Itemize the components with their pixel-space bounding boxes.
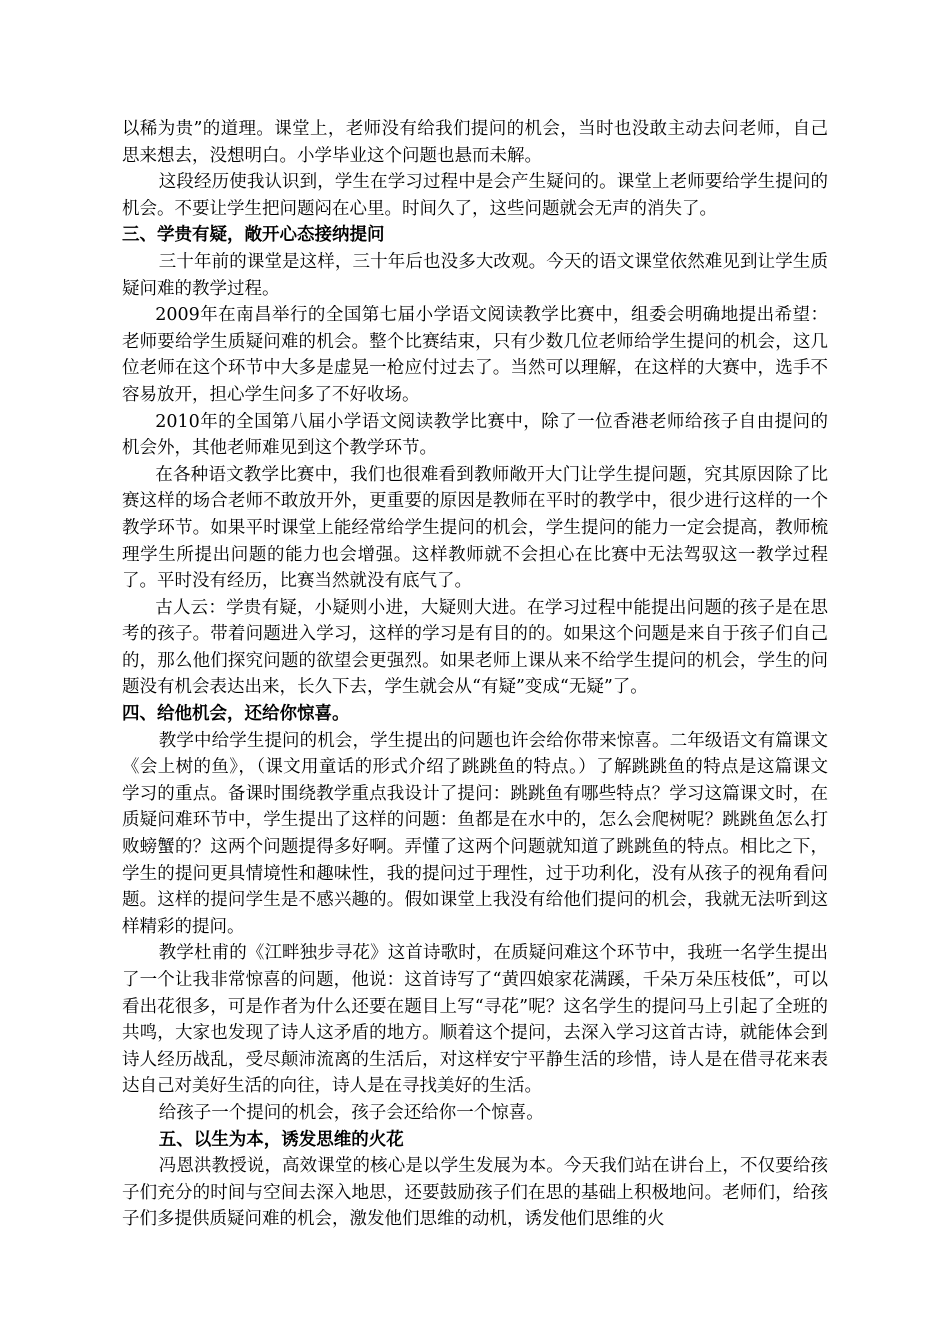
- section-heading-4: 四、给他机会，还给你惊喜。: [122, 704, 350, 725]
- section-heading-5: 五、以生为本，诱发思维的火花: [158, 1129, 404, 1150]
- paragraph: 给孩子一个提问的机会，孩子会还给你一个惊喜。: [158, 1102, 544, 1123]
- document-page: [122, 116, 828, 1233]
- paragraph: 古人云：学贵有疑，小疑则小进，大疑则大进。在学习过程中能提出问题的孩子是在思考的孩子。带着问题进入学习，这样的学习是有目的的。如果这个问题是来自于孩子们自己的，那么他们探究问题的欲望会更强烈。如果老师上课从来不给学生提问的机会，学生的问题没有机会表达出来，长久下去，学生就会从“有疑”变成“无疑”了。: [122, 597, 828, 698]
- paragraph: 2010年的全国第八届小学语文阅读教学比赛中，除了一位香港老师给孩子自由提问的机会外，其他老师难见到这个教学环节。: [122, 411, 828, 459]
- paragraph: 这段经历使我认识到，学生在学习过程中是会产生疑问的。课堂上老师要给学生提问的机会。不要让学生把问题闷在心里。时间久了，这些问题就会无声的消失了。: [122, 172, 828, 219]
- paragraph: 2009年在南昌举行的全国第七届小学语文阅读教学比赛中，组委会明确地提出希望：老师要给学生质疑问难的机会。整个比赛结束，只有少数几位老师给学生提问的机会，这几位老师在这个环节中大多是虚晃一枪应付过去了。当然可以理解，在这样的大赛中，选手不容易放开，担心学生问多了不好收场。: [122, 305, 828, 405]
- paragraph: 在各种语文教学比赛中，我们也很难看到教师敞开大门让学生提问题，究其原因除了比赛这样的场合老师不敢放开外，更重要的原因是教师在平时的教学中，很少进行这样的一个教学环节。如果平时课堂上能经常给学生提问的机会，学生提问的能力一定会提高，教师梳理学生所提出问题的能力也会增强。这样教师就不会担心在比赛中无法驾驭这一教学过程了。平时没有经历，比赛当然就没有底气了。: [122, 464, 828, 592]
- paragraph: 以稀为贵”的道理。课堂上，老师没有给我们提问的机会，当时也没敢主动去问老师，自己思来想去，没想明白。小学毕业这个问题也悬而未解。: [122, 119, 828, 166]
- section-heading-3: 三、学贵有疑，敞开心态接纳提问: [122, 225, 385, 246]
- paragraph: 教学杜甫的《江畔独步寻花》这首诗歌时，在质疑问难这个环节中，我班一名学生提出了一个让我非常惊喜的问题，他说：这首诗写了“黄四娘家花满蹊，千朵万朵压枝低”，可以看出花很多，可是作者为什么还要在题目上写“寻花”呢？这名学生的提问马上引起了全班的共鸣，大家也发现了诗人这矛盾的地方。顺着这个提问，去深入学习这首古诗，就能体会到诗人经历战乱，受尽颠沛流离的生活后，对这样安宁平静生活的珍惜，诗人是在借寻花来表达自己对美好生活的向往，诗人是在寻找美好的生活。: [122, 943, 828, 1097]
- paragraph: 冯恩洪教授说，高效课堂的核心是以学生发展为本。今天我们站在讲台上，不仅要给孩子们充分的时间与空间去深入地思，还要鼓励孩子们在思的基础上积极地问。老师们，给孩子们多提供质疑问难的机会，激发他们思维的动机，诱发他们思维的火: [122, 1156, 828, 1230]
- paragraph: 三十年前的课堂是这样，三十年后也没多大改观。今天的语文课堂依然难见到让学生质疑问难的教学过程。: [122, 251, 828, 299]
- paragraph: 教学中给学生提问的机会，学生提出的问题也许会给你带来惊喜。二年级语文有篇课文《会上树的鱼》，（课文用童话的形式介绍了跳跳鱼的特点。）了解跳跳鱼的特点是这篇课文学习的重点。备课时围绕教学重点我设计了提问：跳跳鱼有哪些特点？学习这篇课文时，在质疑问难环节中，学生提出了这样的问题：鱼都是在水中的，怎么会爬树呢？跳跳鱼怎么打败螃蟹的？这两个问题提得多好啊。弄懂了这两个问题就知道了跳跳鱼的特点。相比之下，学生的提问更具情境性和趣味性，我的提问过于理性，过于功利化，没有从孩子的视角看问题。这样的提问学生是不感兴趣的。假如课堂上我没有给他们提问的机会，我就无法听到这样精彩的提问。: [122, 730, 828, 937]
